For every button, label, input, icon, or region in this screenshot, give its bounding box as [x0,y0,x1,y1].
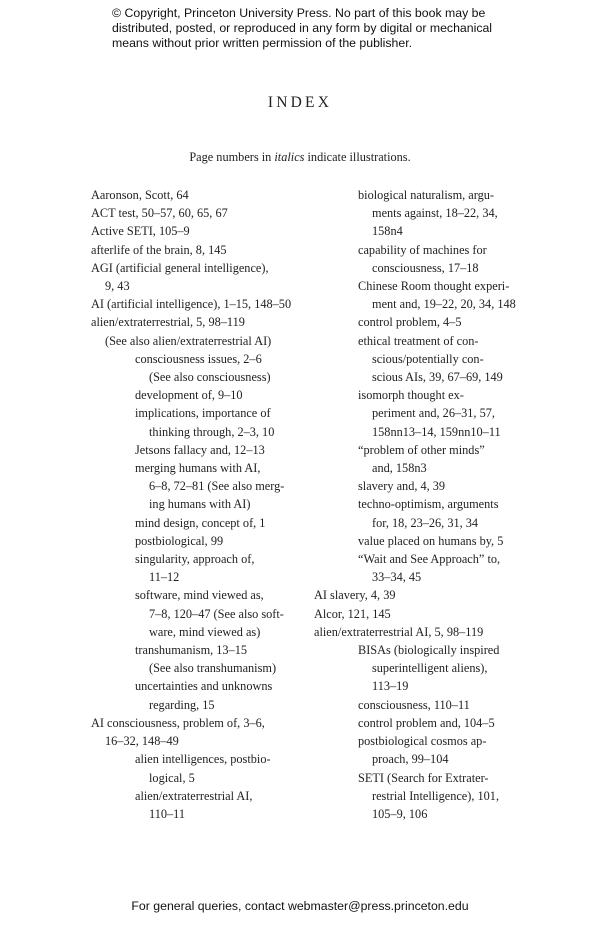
entry-line: ware, mind viewed as) [149,624,261,639]
index-entry [91,313,291,349]
index-entry [91,259,291,295]
entry-line: postbiological cosmos ap- [358,734,487,749]
entry-line: 158n4 [372,224,403,239]
entry-line: alien/extraterrestrial AI, 5, 98–119 [314,624,484,639]
index-entry [314,586,519,604]
page-title: INDEX [267,94,333,111]
entry-line: thinking through, 2–3, 10 [149,424,275,439]
index-entry [314,605,519,623]
index-entry [91,295,291,313]
index-subentry [314,313,519,331]
entry-line: periment and, 26–31, 57, [372,406,495,421]
entry-line: 113–19 [372,679,409,694]
index-subentry [91,386,291,404]
entry-line: transhumanism, 13–15 [135,643,248,658]
entry-line: Aaronson, Scott, 64 [91,188,189,202]
index-subentry [91,586,291,641]
index-subentry [314,696,519,714]
entry-line: isomorph thought ex- [358,388,464,403]
note-italic-word: italics [274,150,305,164]
entry-line: for, 18, 23–26, 31, 34 [372,515,479,530]
entry-line: BISAs (biologically inspired [358,643,500,658]
entry-line: “problem of other minds” [358,442,485,457]
entry-line: AGI (artificial general intelligence), [91,260,269,275]
index-subentry [314,241,519,277]
entry-line: value placed on humans by, 5 [358,533,504,548]
entry-line: 7–8, 120–47 (See also soft- [149,606,284,621]
entry-line: and, 158n3 [372,461,427,476]
entry-line: regarding, 15 [149,697,215,712]
entry-line: postbiological, 99 [135,533,224,548]
index-subentry [314,714,519,732]
index-subentry [91,787,291,823]
italics-note [0,150,600,165]
entry-line: AI consciousness, problem of, 3–6, [91,715,265,730]
index-subentry [314,332,519,387]
note-text-before: Page numbers in [189,150,275,164]
entry-line: singularity, approach of, [135,552,255,567]
entry-line: slavery and, 4, 39 [358,479,446,494]
copyright-notice: © Copyright, Princeton University Press. No part of this book may be distributed, posted, or reproduced in any form by digital or mechanical means without prior written permission of the publisher. [112,6,493,50]
index-subentry [314,769,519,824]
entry-line: proach, 99–104 [372,752,449,767]
index-entry [91,186,291,204]
entry-line: superintelligent aliens), [372,661,488,676]
index-column-right [314,186,519,823]
index-subentry [91,514,291,532]
entry-line: alien intelligences, postbio- [135,752,271,767]
entry-line: Jetsons fallacy and, 12–13 [135,442,265,457]
index-subentry [314,532,519,550]
entry-line: consciousness, 110–11 [358,697,470,712]
entry-line: Active SETI, 105–9 [91,224,190,239]
entry-line: ments against, 18–22, 34, [372,206,498,221]
entry-line: implications, importance of [135,406,271,421]
index-column-left [91,186,291,823]
entry-line: alien/extraterrestrial, 5, 98–119 [91,315,245,330]
index-subentry [91,441,291,459]
entry-line: 105–9, 106 [372,806,428,821]
entry-line: consciousness issues, 2–6 [135,351,262,366]
entry-line: Chinese Room thought experi- [358,279,510,294]
entry-line: mind design, concept of, 1 [135,515,266,530]
index-subentry [91,550,291,586]
index-subentry [314,477,519,495]
entry-line: control problem and, 104–5 [358,715,495,730]
index-subentry [314,277,519,313]
index-subentry [314,441,519,477]
index-subentry [314,641,519,696]
index-entry [91,204,291,222]
entry-line: uncertainties and unknowns [135,679,273,694]
index-subentry [91,677,291,713]
index-entry [314,623,519,641]
entry-line: capability of machines for [358,242,487,257]
entry-line: software, mind viewed as, [135,588,264,603]
entry-line: SETI (Search for Extrater- [358,770,489,785]
entry-line: ethical treatment of con- [358,333,479,348]
entry-line: control problem, 4–5 [358,315,462,330]
entry-line: merging humans with AI, [135,461,261,476]
entry-line: ACT test, 50–57, 60, 65, 67 [91,206,228,221]
index-subentry [314,186,519,241]
entry-line: AI slavery, 4, 39 [314,588,396,603]
index-subentry [91,404,291,440]
entry-line: consciousness, 17–18 [372,260,479,275]
entry-line: 158nn13–14, 159nn10–11 [372,424,501,439]
entry-line: 6–8, 72–81 (See also merg- [149,479,285,494]
index-subentry [91,532,291,550]
entry-line: (See also consciousness) [149,370,271,385]
index-subentry [314,495,519,531]
entry-line: logical, 5 [149,770,195,785]
entry-line: (See also transhumanism) [149,661,277,676]
entry-line: biological naturalism, argu- [358,188,495,202]
entry-line: (See also alien/extraterrestrial AI) [105,333,272,348]
note-text-after: indicate illustrations. [304,150,411,164]
entry-line: alien/extraterrestrial AI, [135,788,253,803]
entry-line: “Wait and See Approach” to, [358,552,501,567]
index-subentry [91,459,291,514]
entry-line: restrial Intelligence), 101, [372,788,500,803]
entry-line: 9, 43 [105,279,130,294]
entry-line: ment and, 19–22, 20, 34, 148 [372,297,516,312]
entry-line: 110–11 [149,806,185,821]
entry-line: 16–32, 148–49 [105,734,179,749]
index-entry [91,241,291,259]
entry-line: 11–12 [149,570,180,585]
index-subentry [314,386,519,441]
entry-line: scious/potentially con- [372,351,484,366]
index-subentry [91,350,291,386]
index-subentry [91,750,291,786]
index-entry [91,222,291,240]
entry-line: AI (artificial intelligence), 1–15, 148–50 [91,297,292,312]
index-subentry [91,641,291,677]
entry-line: techno-optimism, arguments [358,497,499,512]
entry-line: Alcor, 121, 145 [314,606,391,621]
footer-contact: For general queries, contact webmaster@press.princeton.edu [131,899,469,913]
index-entry [91,714,291,750]
entry-line: ing humans with AI) [149,497,251,512]
index-subentry [314,732,519,768]
entry-line: afterlife of the brain, 8, 145 [91,242,227,257]
entry-line: 33–34, 45 [372,570,422,585]
entry-line: development of, 9–10 [135,388,243,403]
entry-line: scious AIs, 39, 67–69, 149 [372,370,503,385]
index-subentry [314,550,519,586]
